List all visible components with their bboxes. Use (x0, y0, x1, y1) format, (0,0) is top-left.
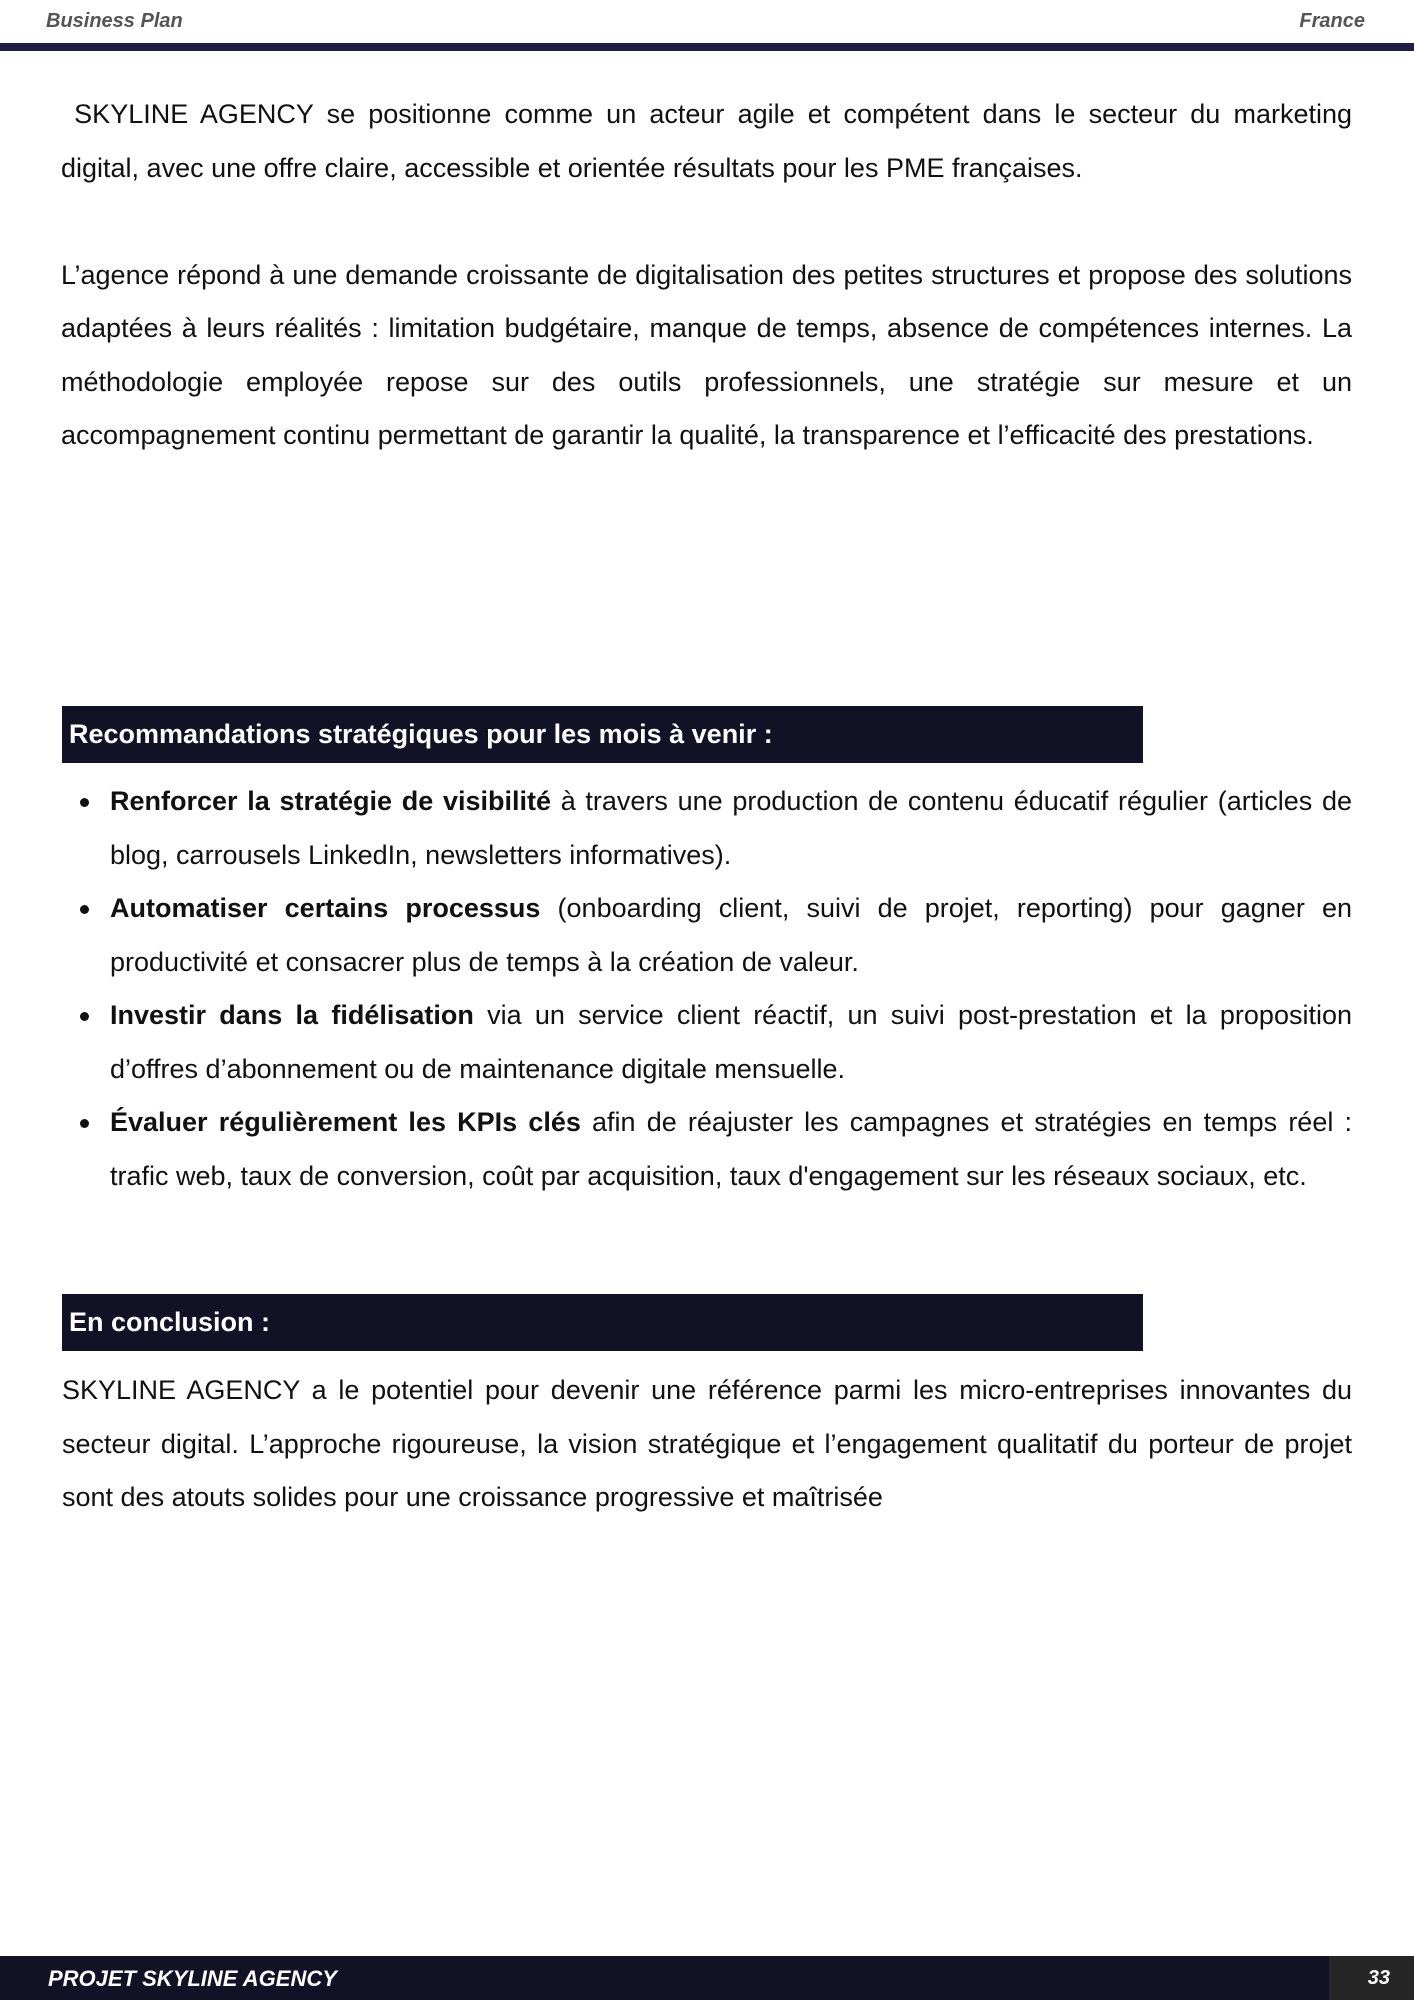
header-document-type: Business Plan (46, 10, 183, 32)
list-item (62, 882, 1352, 989)
list-item-text: via un service client réactif, un suivi post-prestation et la proposition d’offres d’abonnement ou de maintenance digitale mensuelle. (110, 1000, 1352, 1084)
bullet-icon (80, 1012, 89, 1021)
page-number: 33 (1367, 1967, 1390, 1989)
intro-paragraph-2: L’agence répond à une demande croissante de digitalisation des petites structures et propose des solutions adaptées à leurs réalités : limitation budgétaire, manque de temps, absence de compétences internes. La méthodologie employée repose sur des outils professionnels, une stratégie sur mesure et un accompagnement continu permettant de garantir la qualité, la transparence et l’efficacité des prestations. (61, 259, 1352, 450)
list-item-bold: Investir dans la fidélisation (110, 1000, 474, 1030)
conclusion-heading-banner (62, 1294, 1143, 1351)
header-country: France (1299, 10, 1365, 32)
conclusion-paragraph: SKYLINE AGENCY a le potentiel pour devenir une référence parmi les micro-entreprises innovantes du secteur digital. L’approche rigoureuse, la vision stratégique et l’engagement qualitatif du porteur de projet sont des atouts solides pour une croissance progressive et maîtrisée (62, 1375, 1352, 1512)
bullet-icon (80, 798, 89, 807)
list-item-text: à travers une production de contenu éducatif régulier (articles de blog, carrousels LinkedIn, newsletters informatives). (110, 786, 1352, 870)
conclusion-heading: En conclusion : (69, 1307, 271, 1337)
list-item-text: afin de réajuster les campagnes et stratégies en temps réel : trafic web, taux de conversion, coût par acquisition, taux d'engagement sur les réseaux sociaux, etc. (110, 1107, 1353, 1191)
page-header (0, 0, 1414, 43)
intro-paragraph-1: SKYLINE AGENCY se positionne comme un acteur agile et compétent dans le secteur du marketing digital, avec une offre claire, accessible et orientée résultats pour les PME françaises. (61, 99, 1360, 183)
page-footer (0, 1956, 1414, 2000)
recommendations-list (62, 775, 1352, 1203)
bullet-icon (80, 1119, 89, 1128)
page-number-box (1329, 1956, 1414, 2000)
list-item-bold: Renforcer la stratégie de visibilité (110, 786, 551, 816)
list-item-bold: Évaluer régulièrement les KPIs clés (110, 1107, 581, 1137)
recommendations-heading: Recommandations stratégiques pour les mois à venir : (69, 719, 773, 749)
list-item-text: (onboarding client, suivi de projet, reporting) pour gagner en productivité et consacrer plus de temps à la création de valeur. (110, 893, 1352, 977)
bullet-icon (80, 905, 89, 914)
list-item (62, 775, 1352, 882)
footer-project-title: PROJET SKYLINE AGENCY (48, 1966, 337, 1991)
header-divider (0, 43, 1414, 51)
recommendations-heading-banner (62, 706, 1143, 763)
conclusion-section (62, 1364, 1352, 1525)
list-item (62, 1096, 1352, 1203)
intro-section (61, 88, 1360, 463)
list-item-bold: Automatiser certains processus (110, 893, 541, 923)
list-item (62, 989, 1352, 1096)
